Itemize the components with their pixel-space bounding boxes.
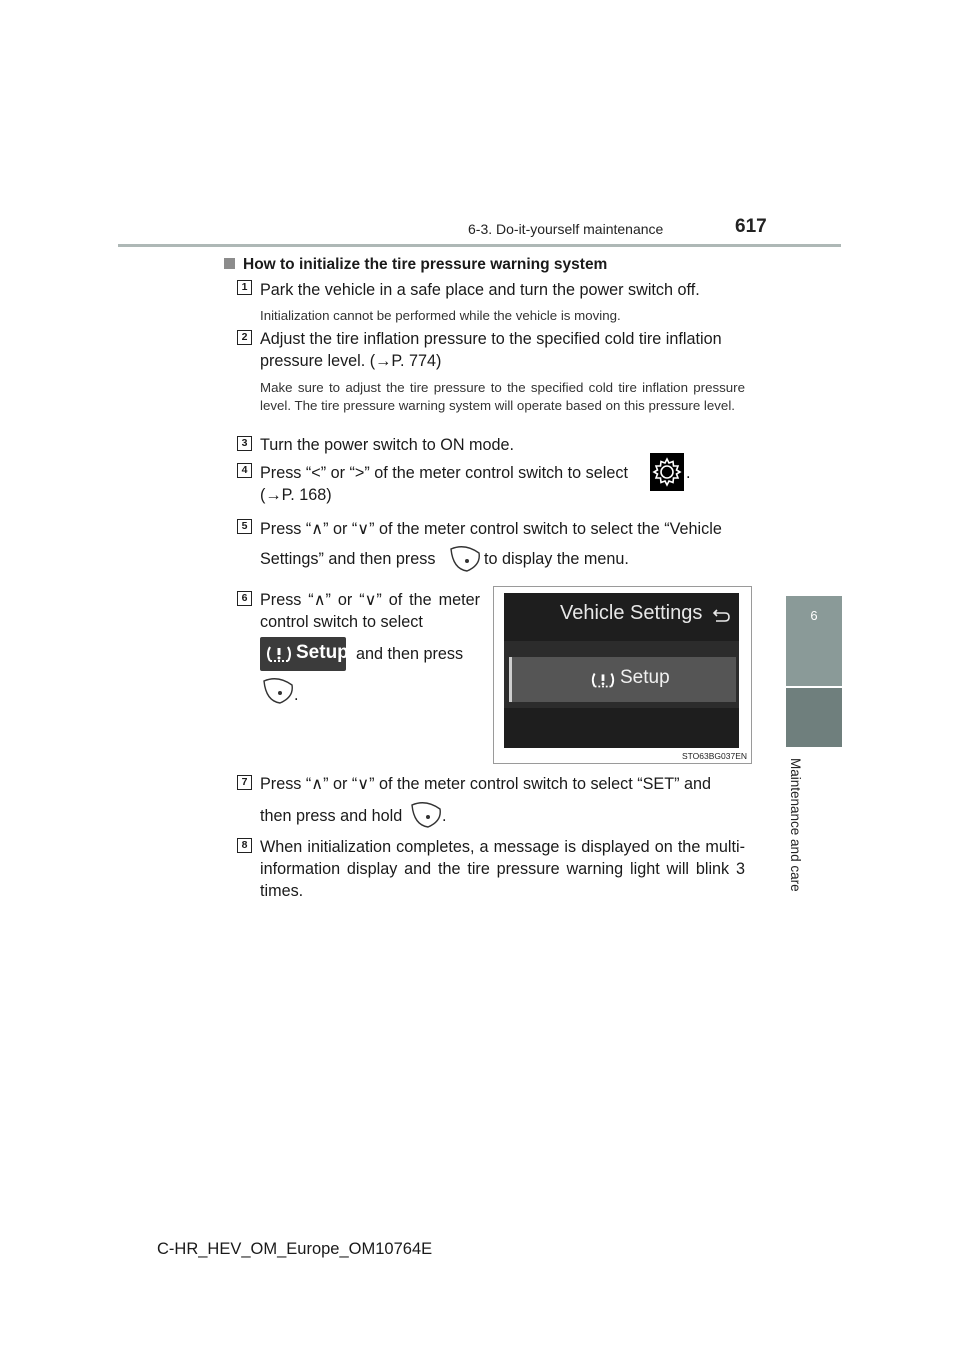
chapter-label-wrap xyxy=(783,758,805,908)
document-code: C-HR_HEV_OM_Europe_OM10764E xyxy=(157,1240,433,1258)
page-number: 617 xyxy=(735,216,767,237)
step-2-note: Make sure to adjust the tire pressure to the specified cold tire inflation pressure level. The tire pressure warning system will operate based on this pressure level. xyxy=(260,380,745,413)
setup-menu-chip xyxy=(260,637,349,671)
step-7-period: . xyxy=(442,807,447,825)
step-8-text: When initialization completes, a message is displayed on the multi-information display and the tire pressure warning light will blink 3 times. xyxy=(260,838,745,900)
step-5-text-a: Press “∧” or “∨” of the meter control switch to select the “Vehicle xyxy=(260,520,722,538)
step-number-7: 7 xyxy=(237,775,252,790)
step-4-text-b: (→P. 168) xyxy=(260,486,332,504)
header-rule xyxy=(118,244,841,247)
step-number-2: 2 xyxy=(237,330,252,345)
chapter-number: 6 xyxy=(810,608,818,623)
tire-pressure-icon xyxy=(590,670,616,690)
step-1-note: Initialization cannot be performed while the vehicle is moving. xyxy=(260,308,621,323)
display-illustration xyxy=(493,586,752,764)
step-number-3: 3 xyxy=(237,436,252,451)
step-6-period: . xyxy=(294,686,299,704)
meter-display xyxy=(504,593,739,748)
chapter-tab xyxy=(786,596,842,686)
menu-item-label: Setup xyxy=(620,667,670,688)
step-number-8: 8 xyxy=(237,838,252,853)
ok-button-icon xyxy=(408,801,444,829)
back-arrow-icon xyxy=(711,607,731,623)
ok-button-icon xyxy=(260,677,296,705)
gear-icon xyxy=(650,453,684,491)
step-number-1: 1 xyxy=(237,280,252,295)
step-2-text-b: pressure level. (→P. 774) xyxy=(260,352,442,370)
step-3-text: Turn the power switch to ON mode. xyxy=(260,436,515,454)
heading-bullet-icon xyxy=(224,258,235,269)
step-4-period: . xyxy=(686,464,691,482)
step-7-text-a: Press “∧” or “∨” of the meter control switch to select “SET” and xyxy=(260,775,711,793)
step-5-text-b2: to display the menu. xyxy=(484,550,629,568)
step-1-text: Park the vehicle in a safe place and turn the power switch off. xyxy=(260,281,700,299)
step-4-text-a: Press “<” or “>” of the meter control switch to select xyxy=(260,464,628,482)
step-number-5: 5 xyxy=(237,519,252,534)
step-number-6: 6 xyxy=(237,591,252,606)
tire-pressure-icon xyxy=(265,644,293,664)
screen-title: Vehicle Settings xyxy=(560,602,703,624)
chapter-tab-marker xyxy=(786,688,842,747)
section-heading: How to initialize the tire pressure warning system xyxy=(224,256,607,274)
ok-button-icon xyxy=(447,545,483,573)
menu-item-setup xyxy=(509,657,736,702)
step-number-4: 4 xyxy=(237,463,252,478)
step-6-text-b: and then press xyxy=(356,645,464,663)
chapter-label: Maintenance and care xyxy=(788,758,803,892)
step-5-text-b1: Settings” and then press xyxy=(260,550,436,568)
section-title: 6-3. Do-it-yourself maintenance xyxy=(468,221,664,237)
step-7-text-b: then press and hold xyxy=(260,807,403,825)
step-6-text-a: Press “∧” or “∨” of the meter control switch to select xyxy=(260,591,480,631)
illustration-code: STO63BG037EN xyxy=(681,751,747,761)
step-2-text-a: Adjust the tire inflation pressure to the specified cold tire inflation xyxy=(260,330,722,348)
setup-chip-label: Setup xyxy=(296,642,349,663)
